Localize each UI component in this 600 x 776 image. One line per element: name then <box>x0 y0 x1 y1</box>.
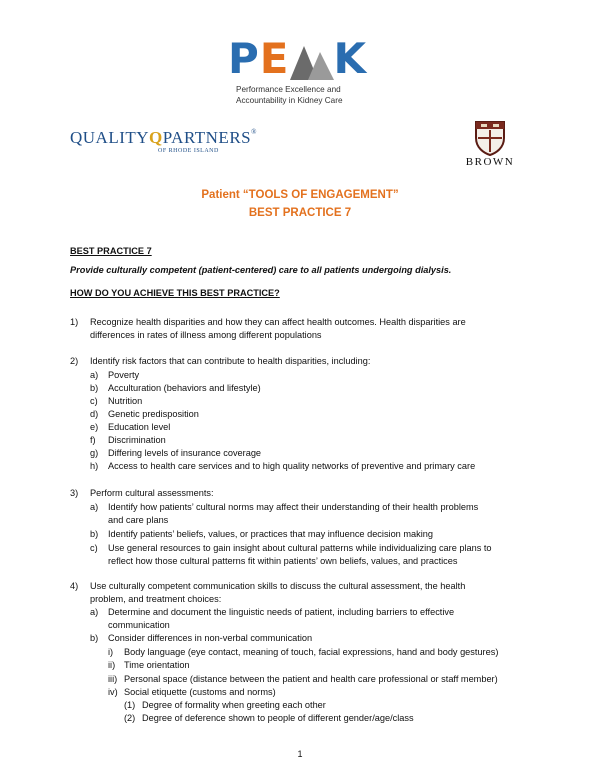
sub-item-number: b) <box>90 529 99 539</box>
sub-item-text: Identify how patients’ cultural norms may affect their understanding of their health problems <box>108 502 479 512</box>
sub-item-text: Consider differences in non-verbal communication <box>108 633 313 643</box>
how-heading: HOW DO YOU ACHIEVE THIS BEST PRACTICE? <box>70 288 280 298</box>
peak-logo <box>228 34 374 110</box>
sub-item-text: Determine and document the linguistic needs of patient, including barriers to effective <box>108 607 455 617</box>
item-text: Identify risk factors that can contribute to health disparities, including: <box>90 356 371 366</box>
level4-item-number: (2) <box>124 713 136 723</box>
level4-item-text: Degree of formality when greeting each other <box>142 700 326 710</box>
sub-item-text: Education level <box>108 422 171 432</box>
brown-logo <box>456 120 524 170</box>
item-text: differences in rates of illness among different populations <box>90 330 322 340</box>
peak-letter-e: E <box>259 34 290 83</box>
sub-item-number: d) <box>90 409 99 419</box>
qp-text-quality: QUALITY <box>70 128 150 147</box>
subsub-item-text: Social etiquette (customs and norms) <box>124 687 276 697</box>
level4-item-text: Degree of deference shown to people of different gender/age/class <box>142 713 414 723</box>
qp-q-mark: Q <box>149 128 163 147</box>
page-number: 1 <box>297 749 303 759</box>
sub-item-text: Use general resources to gain insight about cultural patterns while individualizing care plans to <box>108 543 492 553</box>
summary-statement: Provide culturally competent (patient-centered) care to all patients undergoing dialysis. <box>70 265 452 275</box>
brown-wordmark: BROWN <box>465 156 515 168</box>
item-number: 3) <box>70 488 79 498</box>
item-text: Recognize health disparities and how they can affect health outcomes. Health disparities are <box>90 317 466 327</box>
quality-partners-logo <box>70 124 257 158</box>
sub-item-number: c) <box>90 396 98 406</box>
item-number: 2) <box>70 356 79 366</box>
qp-text-partners: PARTNERS <box>162 128 252 147</box>
subsub-item-number: ii) <box>108 660 116 670</box>
section-heading: BEST PRACTICE 7 <box>70 246 152 256</box>
item-number: 1) <box>70 317 79 327</box>
subsub-item-text: Body language (eye contact, meaning of touch, facial expressions, hand and body gestures) <box>124 647 499 657</box>
sub-item-number: a) <box>90 370 99 380</box>
peak-mountain-icon <box>290 42 334 80</box>
page-subtitle: BEST PRACTICE 7 <box>248 207 352 219</box>
sub-item-text: Access to health care services and to high quality networks of preventive and primary care <box>108 461 476 471</box>
sub-item-number: c) <box>90 543 98 553</box>
subsub-item-number: iv) <box>108 687 118 697</box>
peak-tagline-line1: Performance Excellence and <box>236 85 341 94</box>
sub-item-number: a) <box>90 502 99 512</box>
peak-letter-k: K <box>333 34 368 83</box>
subsub-item-number: i) <box>108 647 114 657</box>
sub-item-text: Genetic predisposition <box>108 409 199 419</box>
qp-registered-mark: ® <box>251 128 257 136</box>
sub-item-number: a) <box>90 607 99 617</box>
item-text: problem, and treatment choices: <box>90 594 222 604</box>
sub-item-number: b) <box>90 633 99 643</box>
sub-item-number: e) <box>90 422 99 432</box>
level4-item-number: (1) <box>124 700 136 710</box>
peak-tagline <box>236 84 343 106</box>
sub-item-text: Identify patients’ beliefs, values, or practices that may influence decision making <box>108 529 433 539</box>
sub-item-text-cont: reflect how those cultural patterns fit within patients’ own beliefs, values, and practices <box>108 556 458 566</box>
subsub-item-text: Personal space (distance between the patient and health care professional or staff member) <box>124 674 498 684</box>
brown-shield-icon <box>474 120 506 161</box>
item-number: 4) <box>70 581 79 591</box>
subsub-item-text: Time orientation <box>124 660 190 670</box>
subsub-item-number: iii) <box>108 674 118 684</box>
sub-item-number: f) <box>90 435 96 445</box>
sub-item-number: g) <box>90 448 99 458</box>
sub-item-text-cont: communication <box>108 620 170 630</box>
sub-item-text: Poverty <box>108 370 140 380</box>
page-title: Patient “TOOLS OF ENGAGEMENT” <box>201 189 399 201</box>
sub-item-text-cont: and care plans <box>108 515 169 525</box>
sub-item-number: h) <box>90 461 99 471</box>
sub-item-text: Nutrition <box>108 396 143 406</box>
item-text: Perform cultural assessments: <box>90 488 214 498</box>
sub-item-number: b) <box>90 383 99 393</box>
sub-item-text: Discrimination <box>108 435 166 445</box>
sub-item-text: Differing levels of insurance coverage <box>108 448 262 458</box>
peak-tagline-line2: Accountability in Kidney Care <box>236 96 343 105</box>
item-text: Use culturally competent communication skills to discuss the cultural assessment, the health <box>90 581 466 591</box>
qp-subtitle: OF RHODE ISLAND <box>158 148 219 154</box>
sub-item-text: Acculturation (behaviors and lifestyle) <box>108 383 261 393</box>
peak-letter-p: P <box>228 34 260 83</box>
